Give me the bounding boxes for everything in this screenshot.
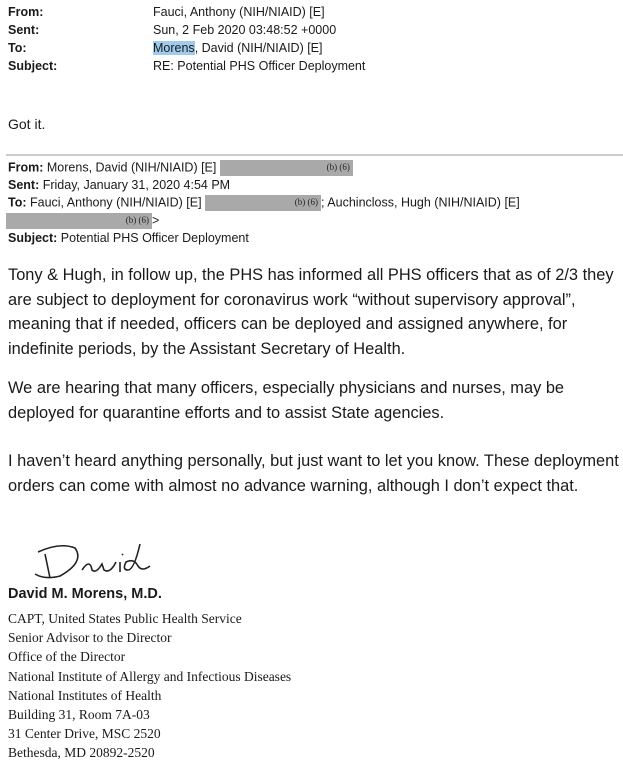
highlighted-text: Morens xyxy=(153,41,195,55)
body-paragraph: I haven’t heard anything personally, but just want to let you know. These deployment orders can come with almost no advance warning, although I don’t expect that. xyxy=(8,452,619,495)
fwd-sent: Sent: Friday, January 31, 2020 4:54 PM xyxy=(8,178,231,192)
signature-name: David M. Morens, M.D. xyxy=(8,586,162,602)
fwd-to-cont: (b) (6) > xyxy=(6,213,159,229)
reply-text: Got it. xyxy=(8,116,46,132)
redaction: (b) (6) xyxy=(205,195,321,211)
fwd-to: To: Fauci, Anthony (NIH/NIAID) [E] (b) (6) ; Auchincloss, Hugh (NIH/NIAID) [E] xyxy=(8,195,520,210)
fwd-subject: Subject: Potential PHS Officer Deployment xyxy=(8,231,249,245)
body-paragraph: We are hearing that many officers, especially physicians and nurses, may be deployed for quarantine efforts and to assist State agencies. xyxy=(8,379,565,422)
body-paragraph: Tony & Hugh, in follow up, the PHS has informed all PHS officers that as of 2/3 they are subject to deployment for coronavirus work “without supervisory approval”, meaning that if needed, officers can be deployed and assigned anywhere, for indefinite periods, by the Assistant Secretary of Health. xyxy=(8,266,614,358)
redaction: (b) (6) xyxy=(220,160,353,176)
handwritten-signature xyxy=(30,540,160,584)
email-document: From: Fauci, Anthony (NIH/NIAID) [E] Sent: Sun, 2 Feb 2020 03:48:52 +0000 To: Morens, David (NIH/NIAID) [E] Subject: RE: Potential PHS Officer Deployment Got it. From: Morens, David (NIH/NIAID) [E] (b) (6) Sent: Friday, January 31, 2020 4:54 PM To: Fauci, Anthony (NIH/NIAID) [E] (b) (6) ; Auchincloss, Hugh (NIH/NIAID) [E] (b) (6) > Subject: Potential PHS Officer Deployment Tony & Hugh, in follow up, the PHS has informed all PHS officers that as of 2/3 they are subject to deployment for coronavirus work “without supervisory approval”, meaning that if needed, officers can be deployed and assigned anywhere, for indefinite periods, by the Assistant Secretary of Health. We are hearing that many officers, especially physicians and nurses, may be deployed for quarantine efforts and to assist State agencies. I haven’t heard anything personally, but just want to let you know. These deployment orders can come with almost no advance warning, although I don’t expect that. David M. Morens, M.D. CAPT, United States Public Health Service Senior Advisor to the Director Office of the Director National Institute of Allergy and Infectious Diseases National Institutes of Health Building 31, Room 7A-03 31 Center Drive, MSC 2520 Bethesda, MD 20892-2520 xyxy=(0,0,623,763)
fwd-from: From: Morens, David (NIH/NIAID) [E] (b) (6) xyxy=(8,160,353,176)
divider xyxy=(6,154,623,156)
signature-block: CAPT, United States Public Health Service Senior Advisor to the Director Office of the Director National Institute of Allergy and Infectious Diseases National Institutes of Health Building 31, Room 7A-03 31 Center Drive, MSC 2520 Bethesda, MD 20892-2520 xyxy=(8,611,292,761)
redaction: (b) (6) xyxy=(6,213,152,229)
